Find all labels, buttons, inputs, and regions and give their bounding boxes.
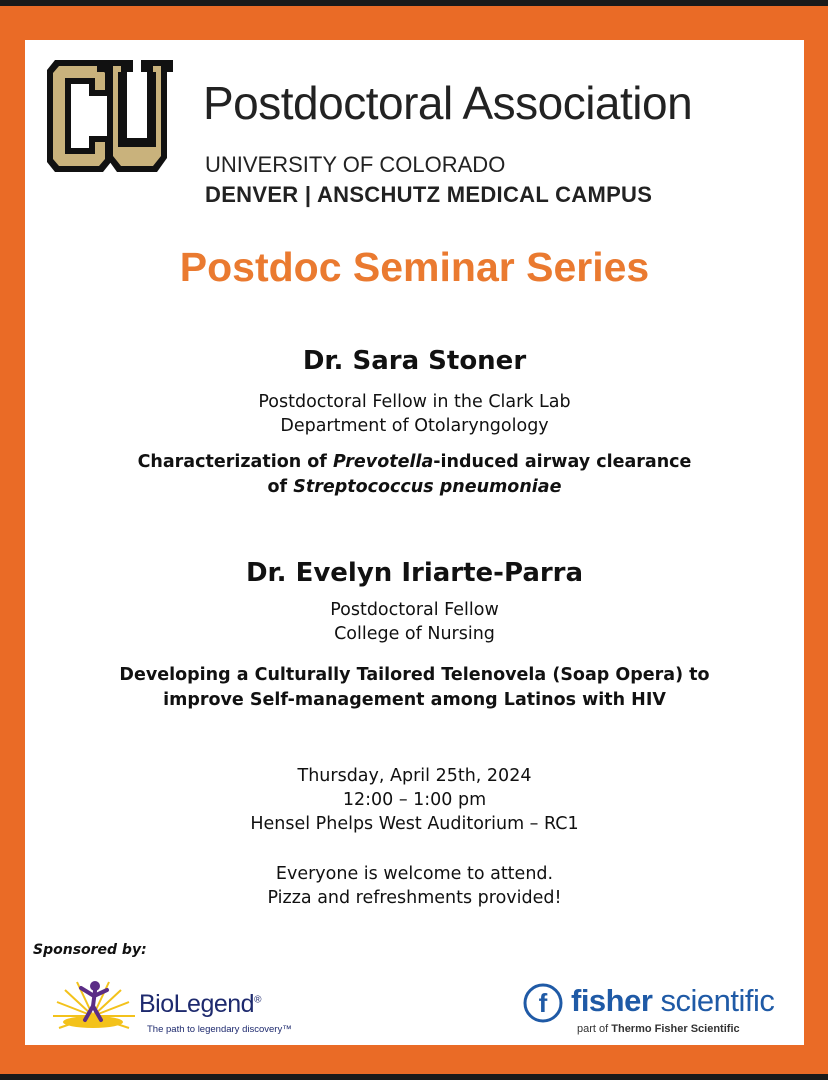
event-location: Hensel Phelps West Auditorium – RC1 [250, 814, 579, 834]
speaker-2-role-line2: College of Nursing [334, 624, 495, 644]
speaker-2-role-line1: Postdoctoral Fellow [330, 600, 499, 620]
association-title: Postdoctoral Association [203, 77, 693, 129]
title-italic: Prevotella [333, 452, 434, 472]
speaker-1-role [25, 390, 804, 438]
event-note [25, 862, 804, 910]
speaker-1-title-line1 [25, 450, 804, 475]
speaker-1-title-line2 [25, 475, 804, 500]
speaker-1-role-line2: Department of Otolaryngology [280, 416, 549, 436]
fisher-light: scientific [652, 983, 775, 1018]
flyer-page [25, 40, 804, 1045]
fisher-wordmark [571, 983, 774, 1019]
fisher-scientific-logo [523, 983, 798, 1043]
event-time: 12:00 – 1:00 pm [342, 790, 487, 810]
speaker-2-title-line1: Developing a Culturally Tailored Telenovela (Soap Opera) to [119, 665, 710, 685]
biolegend-tagline: The path to legendary discovery™ [147, 1024, 292, 1035]
speaker-2-name: Dr. Evelyn Iriarte-Parra [245, 558, 584, 588]
biolegend-reg-mark: ® [254, 994, 261, 1006]
fisher-sub-bold: Thermo Fisher Scientific [611, 1023, 740, 1035]
sponsors-label: Sponsored by: [33, 942, 147, 958]
title-text: -induced airway clearance [433, 452, 692, 472]
cu-logo-icon [37, 52, 177, 180]
speaker-1-role-line1: Postdoctoral Fellow in the Clark Lab [258, 392, 571, 412]
event-note-line1: Everyone is welcome to attend. [275, 864, 554, 884]
biolegend-logo [49, 976, 319, 1042]
title-italic: Streptococcus pneumoniae [293, 477, 562, 497]
series-title: Postdoc Seminar Series [179, 244, 650, 290]
title-text: of [267, 477, 294, 497]
biolegend-wordmark [139, 990, 261, 1019]
fisher-f-glyph: f [538, 988, 548, 1018]
biolegend-name: BioLegend [139, 990, 255, 1018]
fisher-sub-text: part of [577, 1023, 612, 1035]
university-name: UNIVERSITY OF COLORADO [205, 152, 506, 177]
event-note-line2: Pizza and refreshments provided! [267, 888, 562, 908]
speaker-2-role [25, 598, 804, 646]
biolegend-burst-icon [49, 976, 145, 1036]
campus-name: DENVER | ANSCHUTZ MEDICAL CAMPUS [205, 182, 653, 207]
fisher-subline [577, 1023, 740, 1035]
speaker-1-name: Dr. Sara Stoner [302, 346, 527, 376]
speaker-2-talk-title [25, 663, 804, 713]
event-date: Thursday, April 25th, 2024 [297, 766, 532, 786]
speaker-2-title-line2: improve Self-management among Latinos with HIV [163, 690, 666, 710]
fisher-f-icon [523, 983, 563, 1023]
fisher-bold: fisher [571, 983, 653, 1018]
speaker-1-talk-title [25, 450, 804, 500]
title-text: Characterization of [137, 452, 334, 472]
event-details [25, 764, 804, 836]
